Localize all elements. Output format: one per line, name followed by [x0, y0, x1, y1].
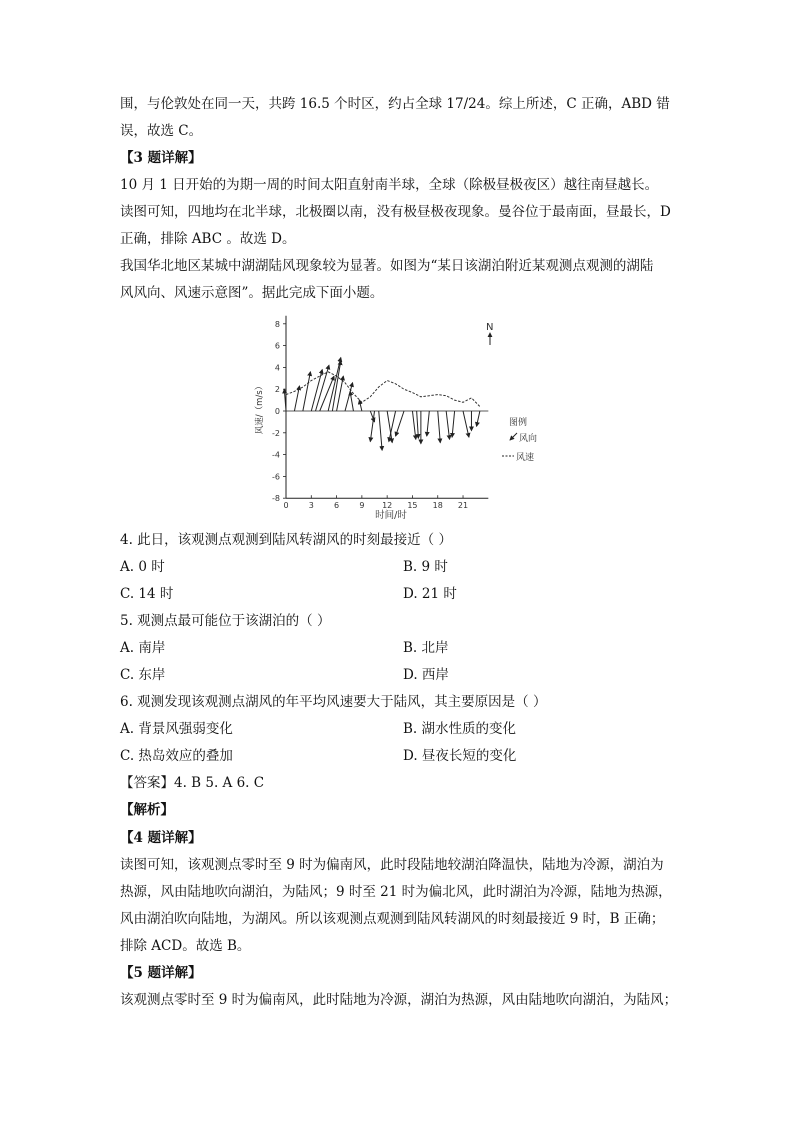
option-a[interactable]: A. 南岸: [120, 640, 166, 656]
legend-speed-label: 风速: [516, 453, 535, 463]
legend-title: 图例: [509, 418, 528, 428]
text-line: 热源，风由陆地吹向湖泊，为陆风；9 时至 21 时为偏北风，此时湖泊为冷源，陆地为热源，: [120, 884, 672, 900]
wind-direction-arrow: [452, 411, 455, 437]
wind-direction-arrow: [417, 411, 419, 438]
y-tick-label: -8: [272, 494, 280, 504]
x-axis-label: 时间/时: [375, 510, 407, 521]
x-tick-label: 18: [432, 501, 443, 511]
x-tick-label: 12: [382, 501, 393, 511]
section-heading: 【4 题详解】: [120, 830, 202, 846]
section-heading: 【5 题详解】: [120, 965, 202, 981]
text-line: 正确，排除 ABC 。故选 D。: [120, 231, 296, 247]
x-tick-label: 21: [457, 501, 469, 511]
option-d[interactable]: D. 昼夜长短的变化: [403, 748, 517, 764]
wind-speed-line: [286, 372, 480, 407]
text-line: 误，故选 C。: [120, 123, 203, 139]
option-b[interactable]: B. 9 时: [403, 559, 448, 575]
wind-direction-arrow: [438, 411, 441, 443]
wind-direction-arrow: [303, 372, 311, 411]
text-line: 10 月 1 日开始的为期一周的时间太阳直射南半球，全球（除极昼极夜区）越往南昼越长。: [120, 177, 659, 193]
question-stem: 6. 观测发现该观测点湖风的年平均风速要大于陆风，其主要原因是（ ）: [120, 694, 547, 710]
y-tick-label: -6: [272, 472, 280, 482]
y-tick-label: 6: [274, 341, 280, 351]
x-tick-label: 3: [308, 501, 314, 511]
text-line: 该观测点零时至 9 时为偏南风，此时陆地为冷源，湖泊为热源，风由陆地吹向湖泊，为陆风；: [120, 992, 678, 1008]
text-line: 我国华北地区某城中湖湖陆风现象较为显著。如图为“某日该湖泊附近某观测点观测的湖陆: [120, 258, 654, 274]
option-d[interactable]: D. 21 时: [403, 586, 457, 602]
wind-direction-arrow: [427, 411, 430, 436]
x-tick-label: 6: [334, 501, 340, 511]
text-line: 读图可知，四地均在北半球，北极圈以南，没有极昼极夜现象。曼谷位于最南面，昼最长，D: [120, 204, 671, 220]
wind-direction-arrow: [311, 370, 322, 411]
text-line: 风风向、风速示意图”。据此完成下面小题。: [120, 285, 384, 301]
wind-direction-arrow: [477, 411, 480, 426]
answer-line: 【答案】4. B 5. A 6. C: [120, 775, 265, 791]
wind-direction-arrow: [446, 411, 449, 439]
wind-direction-arrow: [379, 411, 382, 450]
text-line: 排除 ACD。故选 B。: [120, 938, 251, 954]
option-c[interactable]: C. 东岸: [120, 667, 166, 683]
option-c[interactable]: C. 14 时: [120, 586, 174, 602]
wind-direction-arrow: [412, 411, 415, 439]
wind-direction-arrow: [328, 358, 341, 411]
section-heading: 【3 题详解】: [120, 150, 202, 166]
north-label: N: [486, 322, 494, 333]
question-stem: 4. 此日，该观测点观测到陆风转湖风的时刻最接近（ ）: [120, 532, 452, 548]
option-c[interactable]: C. 热岛效应的叠加: [120, 748, 233, 764]
y-tick-label: -2: [272, 428, 280, 438]
text-line: 围，与伦敦处在同一天，共跨 16.5 个时区，约占全球 17/24。综上所述，C 正确，ABD 错: [120, 96, 670, 112]
option-d[interactable]: D. 西岸: [403, 667, 449, 683]
text-line: 风由湖泊吹向陆地，为湖风。所以该观测点观测到陆风转湖风的时刻最接近 9 时，B 正确；: [120, 911, 665, 927]
option-a[interactable]: A. 背景风强弱变化: [120, 721, 233, 737]
y-tick-label: 0: [274, 407, 280, 416]
wind-direction-arrow: [396, 411, 404, 436]
y-tick-label: 8: [274, 319, 280, 329]
option-b[interactable]: B. 湖水性质的变化: [403, 721, 517, 737]
y-tick-label: 4: [274, 363, 280, 373]
x-tick-label: 15: [407, 501, 418, 511]
question-stem: 5. 观测点最可能位于该湖泊的（ ）: [120, 613, 331, 629]
wind-direction-arrow: [350, 391, 353, 411]
y-tick-label: -4: [272, 450, 280, 460]
text-line: 读图可知，该观测点零时至 9 时为偏南风，此时段陆地较湖泊降温快，陆地为冷源，湖泊为: [120, 857, 664, 873]
option-a[interactable]: A. 0 时: [120, 559, 165, 575]
y-axis-label: 风速/（m/s）: [255, 381, 265, 435]
legend-direction-icon: [510, 433, 517, 440]
legend-direction-label: 风向: [519, 434, 538, 444]
x-tick-label: 9: [359, 501, 365, 511]
analysis-heading: 【解析】: [120, 802, 174, 818]
y-tick-label: 2: [274, 385, 280, 395]
x-tick-label: 0: [283, 501, 289, 511]
wind-direction-arrow: [463, 411, 469, 437]
option-b[interactable]: B. 北岸: [403, 640, 449, 656]
